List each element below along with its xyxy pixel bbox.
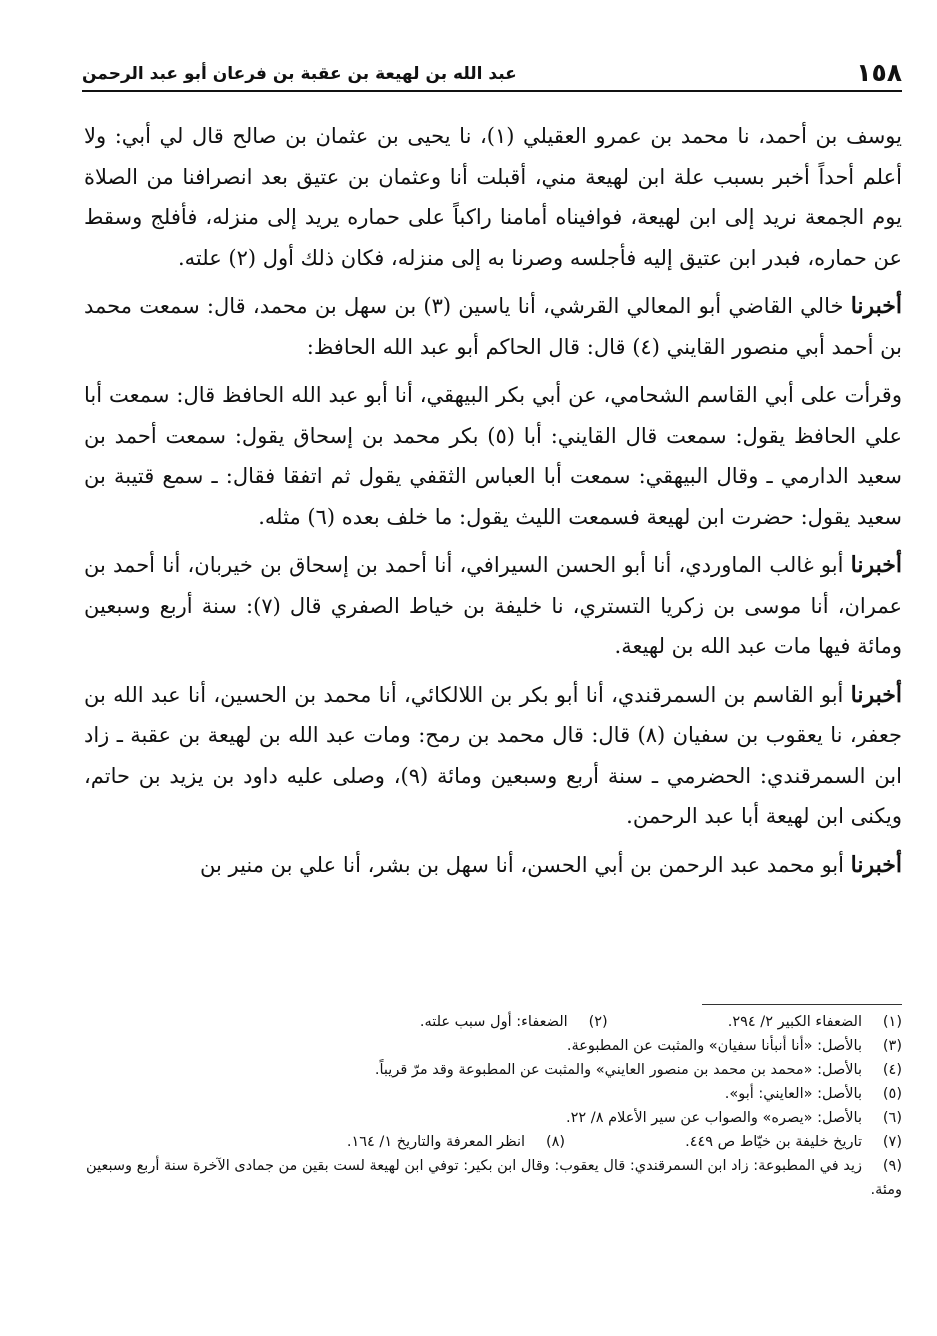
footnote-number: (٨) — [545, 1134, 566, 1150]
footnote-text: تاريخ خليفة بن خيّاط ص ٤٤٩. — [685, 1134, 862, 1150]
footnote-text: زيد في المطبوعة: زاد ابن السمرقندي: قال يعقوب: وقال ابن بكير: توفي ابن لهيعة لست بقين من جمادى الآخرة سنة أربع وسبعين ومئة. — [86, 1158, 902, 1198]
paragraph-lead-word: أخبرنا — [850, 552, 902, 578]
paragraph — [84, 675, 902, 837]
footnote-row — [84, 1034, 902, 1058]
footnote-text: انظر المعرفة والتاريخ ١/ ١٦٤. — [346, 1134, 526, 1150]
footnote-text: بالأصل: «محمد بن محمد بن منصور العايني» والمثبت عن المطبوعة وقد مرّ قريباً. — [374, 1062, 862, 1078]
main-text — [84, 116, 902, 893]
paragraph-text: وقرأت على أبي القاسم الشحامي، عن أبي بكر البيهقي، أنا أبو عبد الله الحافظ قال: سمعت أبا علي الحافظ يقول: سمعت قال القايني: أبا (٥) بكر محمد بن إسحاق يقول: سمعت أحمد بن سعيد الدارمي ـ وقال البيهقي: سمعت أبا العباس الثقفي يقول ثم اتفقا فقال: ـ سمع قتيبة بن سعيد يقول: حضرت ابن لهيعة فسمعت الليث يقول: ما خلف بعده (٦) مثله. — [84, 383, 902, 529]
paragraph-text: يوسف بن أحمد، نا محمد بن عمرو العقيلي (١)، نا يحيى بن عثمان بن صالح قال لي أبي: ولا أعلم أحداً أخبر بسبب علة ابن لهيعة مني، أقبلت أنا وعثمان بن عتيق بعد انصرافنا من الصلاة يوم الجمعة نريد إلى ابن لهيعة، فوافيناه أمامنا راكباً على حماره يريد إلى منزله، فأفلج وسقط عن حماره، فبدر ابن عتيق إليه فأجلسه وصرنا به إلى منزله، فكان ذلك أول (٢) علته. — [84, 124, 902, 270]
footnote-number: (٤) — [882, 1062, 902, 1078]
footnote-row — [84, 1082, 902, 1106]
footnote-row — [84, 1058, 902, 1082]
footnote-number: (١) — [882, 1014, 902, 1030]
footnote-row — [84, 1130, 902, 1154]
paragraph-text: أبو القاسم بن السمرقندي، أنا أبو بكر بن اللالكائي، أنا محمد بن الحسين، أنا عبد الله بن جعفر، نا يعقوب بن سفيان (٨) قال: قال محمد بن رمح: ومات عبد الله بن لهيعة بن عقبة ـ زاد ابن السمرقندي: الحضرمي ـ سنة أربع وسبعين ومائة (٩)، وصلى عليه داود بن يزيد بن حاتم، ويكنى ابن لهيعة أبا عبد الرحمن. — [84, 682, 902, 828]
footnote-number: (٣) — [882, 1038, 902, 1054]
footnote-text: بالأصل: «العايني: أبو». — [724, 1086, 862, 1102]
footnote-number: (٦) — [882, 1110, 902, 1126]
paragraph — [84, 116, 902, 278]
footnote-number: (٩) — [882, 1158, 902, 1174]
footnote-number: (٥) — [882, 1086, 902, 1102]
paragraph-lead-word: أخبرنا — [850, 681, 902, 708]
footnote-divider — [702, 1004, 902, 1005]
footnote-row — [84, 1154, 902, 1202]
paragraph-text: خالي القاضي أبو المعالي القرشي، أنا ياسين (٣) بن سهل بن محمد، قال: سمعت محمد بن أحمد أبي منصور القايني (٤) قال: قال الحاكم أبو عبد الله الحافظ: — [84, 294, 902, 359]
paragraph-text: أبو محمد عبد الرحمن بن أبي الحسن، أنا سهل بن بشر، أنا علي بن منير بن — [199, 852, 851, 877]
footnotes — [84, 1010, 902, 1202]
footnote-text: بالأصل: «أنا أنبأنا سفيان» والمثبت عن المطبوعة. — [566, 1038, 862, 1054]
paragraph-text: أبو غالب الماوردي، أنا أبو الحسن السيرافي، أنا أحمد بن إسحاق بن خيربان، أنا أحمد بن عمران، أنا موسى بن زكريا التستري، نا خليفة بن خياط الصفري قال (٧): سنة أربع وسبعين ومائة فيها مات عبد الله بن لهيعة. — [84, 553, 902, 658]
footnote-row — [84, 1106, 902, 1130]
paragraph — [84, 286, 902, 367]
paragraph — [84, 545, 902, 667]
footnote-text: بالأصل: «يصره» والصواب عن سير الأعلام ٨/ ٢٢. — [566, 1110, 862, 1126]
page-header — [82, 58, 902, 92]
footnote-text: الضعفاء الكبير ٢/ ٢٩٤. — [727, 1014, 862, 1030]
page-number: ١٥٨ — [856, 58, 902, 87]
footnote-row — [84, 1010, 902, 1034]
footnote-number: (٢) — [588, 1014, 608, 1030]
footnote-text: الضعفاء: أول سبب علته. — [419, 1014, 568, 1030]
paragraph — [84, 845, 902, 886]
running-title: عبد الله بن لهيعة بن عقبة بن فرعان أبو عبد الرحمن — [82, 64, 517, 84]
paragraph-lead-word: أخبرنا — [850, 293, 903, 319]
paragraph-lead-word: أخبرنا — [850, 851, 902, 878]
footnote-number: (٧) — [882, 1134, 902, 1150]
paragraph — [84, 375, 902, 537]
